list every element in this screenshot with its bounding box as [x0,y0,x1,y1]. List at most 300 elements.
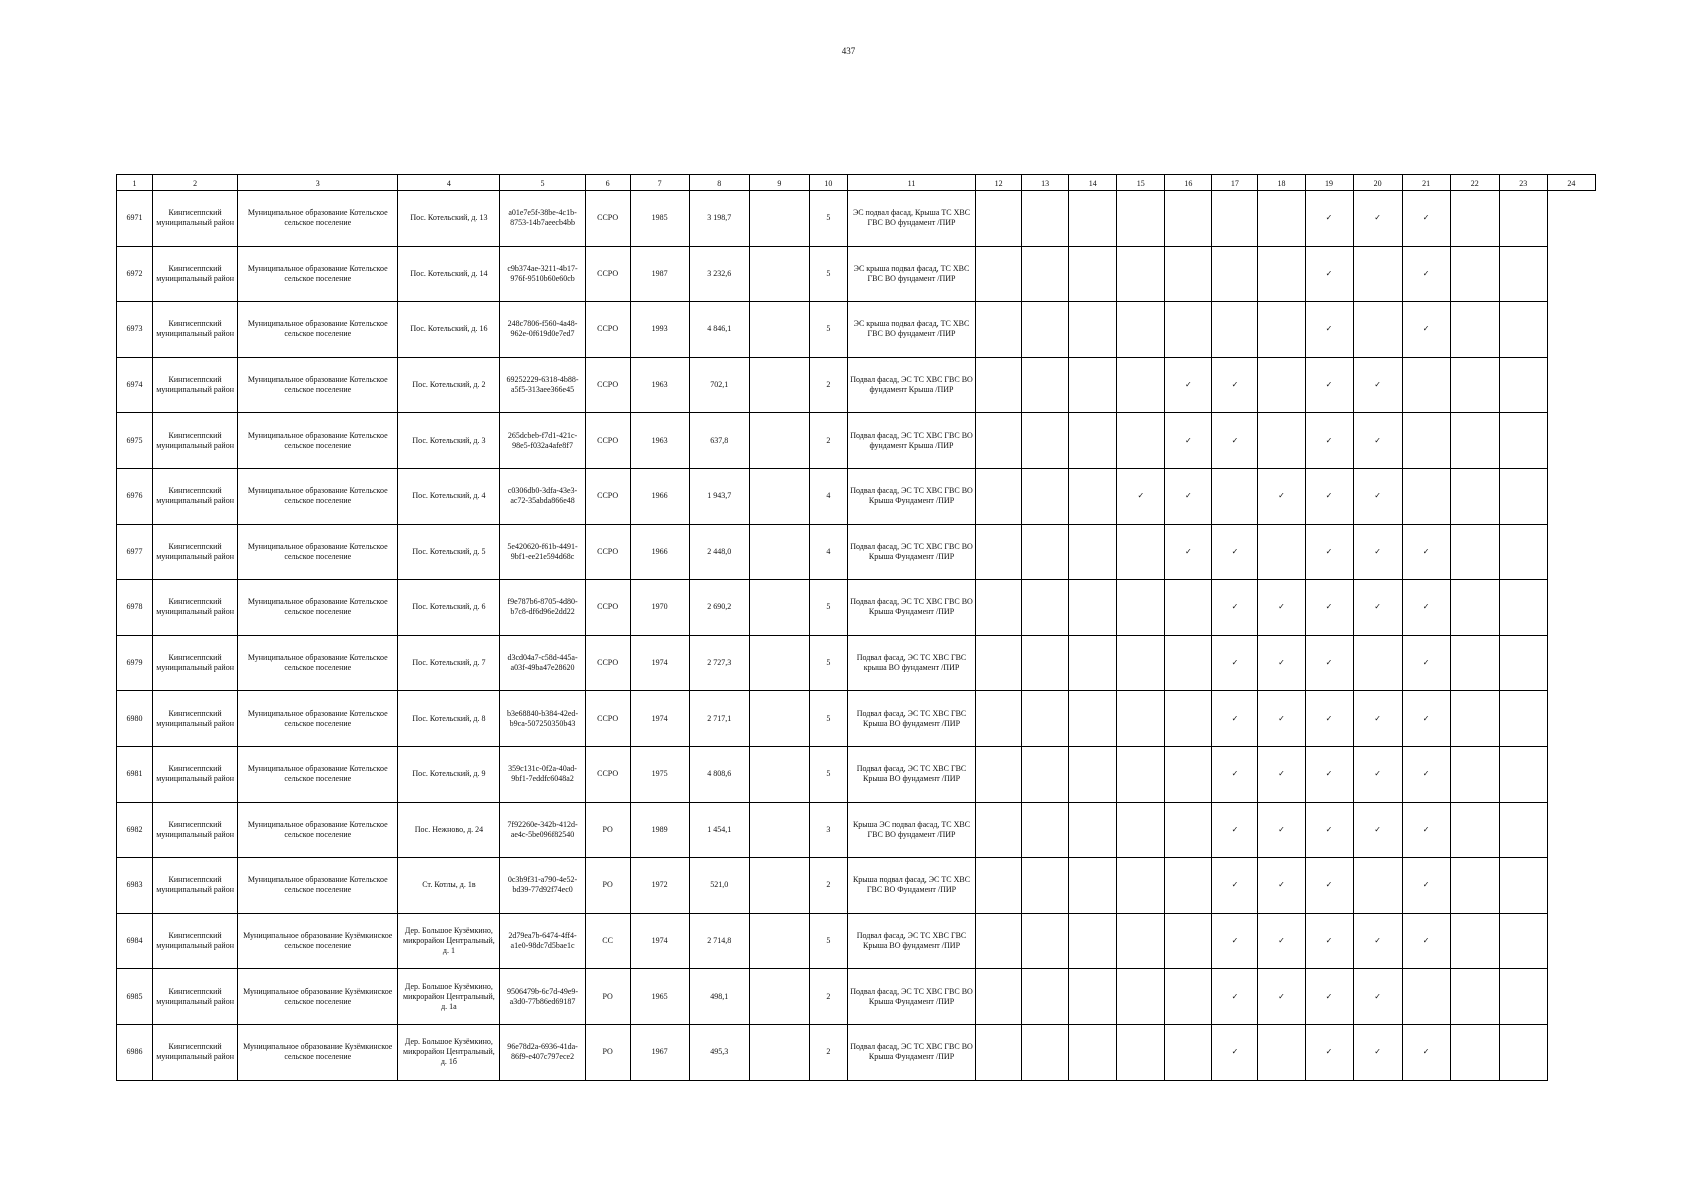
year-cell: 1963 [630,357,689,413]
check-cell-18 [1258,246,1305,302]
check-cell-14 [1069,413,1117,469]
municipality-cell: Муниципальное образование Котельское сельское поселение [238,858,398,914]
row-number: 6983 [117,858,153,914]
works-cell: Подвал фасад, ЭС ТС ХВС ГВС ВО Крыша Фундамент /ПИР [847,524,975,580]
floors-cell: 5 [809,246,847,302]
col9-cell [749,191,809,247]
table-row [117,468,1596,524]
check-cell-21 [1402,969,1450,1025]
column-header-21: 21 [1402,175,1450,191]
check-cell-16 [1165,580,1212,636]
works-cell: Крыша ЭС подвал фасад, ТС ХВС ГВС ВО фундамент /ПИР [847,802,975,858]
check-cell-22 [1450,913,1499,969]
code-cell: c9b374ae-3211-4b17-976f-9510b60e60cb [500,246,585,302]
table-row [117,191,1596,247]
works-cell: Подвал фасад, ЭС ТС ХВС ГВС ВО фундамент Крыша /ПИР [847,357,975,413]
municipality-cell: Муниципальное образование Котельское сельское поселение [238,746,398,802]
table-row [117,357,1596,413]
check-cell-13 [1022,691,1069,747]
check-cell-23 [1499,357,1547,413]
table-row [117,802,1596,858]
check-cell-18: ✓ [1258,802,1305,858]
table-row [117,913,1596,969]
check-cell-14 [1069,302,1117,358]
floors-cell: 2 [809,969,847,1025]
works-cell: Подвал фасад, ЭС ТС ХВС ГВС ВО Крыша Фундамент /ПИР [847,1024,975,1080]
check-cell-12 [976,302,1022,358]
column-header-17: 17 [1212,175,1258,191]
code-cell: 359c131c-0f2a-40ad-9bf1-7eddfc6048a2 [500,746,585,802]
col9-cell [749,913,809,969]
check-cell-20 [1353,302,1402,358]
district-cell: Кингисеппский муниципальный район [153,246,238,302]
address-cell: Пос. Котельский, д. 7 [398,635,500,691]
check-cell-12 [976,969,1022,1025]
column-header-8: 8 [689,175,749,191]
check-cell-14 [1069,913,1117,969]
check-cell-17: ✓ [1212,691,1258,747]
check-cell-12 [976,580,1022,636]
check-cell-19: ✓ [1305,746,1353,802]
works-cell: Подвал фасад, ЭС ТС ХВС ГВС ВО Крыша Фундамент /ПИР [847,580,975,636]
area-cell: 2 717,1 [689,691,749,747]
check-cell-17: ✓ [1212,913,1258,969]
check-cell-17: ✓ [1212,357,1258,413]
check-cell-18: ✓ [1258,635,1305,691]
row-number: 6984 [117,913,153,969]
area-cell: 1 943,7 [689,468,749,524]
type-cell: ССРО [585,580,630,636]
check-cell-13 [1022,524,1069,580]
check-cell-18 [1258,1024,1305,1080]
address-cell: Ст. Котлы, д. 1в [398,858,500,914]
header-row [117,175,1596,191]
area-cell: 3 232,6 [689,246,749,302]
check-cell-13 [1022,302,1069,358]
check-cell-20: ✓ [1353,413,1402,469]
floors-cell: 2 [809,357,847,413]
check-cell-22 [1450,691,1499,747]
floors-cell: 5 [809,913,847,969]
check-cell-15 [1117,413,1165,469]
type-cell: ССРО [585,524,630,580]
check-cell-22 [1450,357,1499,413]
floors-cell: 2 [809,413,847,469]
code-cell: d3cd04a7-c58d-445a-a03f-49ba47e28620 [500,635,585,691]
check-cell-14 [1069,858,1117,914]
year-cell: 1993 [630,302,689,358]
check-cell-22 [1450,302,1499,358]
check-cell-17 [1212,246,1258,302]
check-cell-15 [1117,1024,1165,1080]
address-cell: Пос. Котельский, д. 2 [398,357,500,413]
works-cell: Подвал фасад, ЭС ТС ХВС ГВС ВО Крыша Фундамент /ПИР [847,969,975,1025]
district-cell: Кингисеппский муниципальный район [153,191,238,247]
address-cell: Дер. Большое Кузёмкино, микрорайон Центральный, д. 1а [398,969,500,1025]
check-cell-23 [1499,1024,1547,1080]
check-cell-18: ✓ [1258,468,1305,524]
check-cell-19: ✓ [1305,524,1353,580]
address-cell: Пос. Котельский, д. 14 [398,246,500,302]
check-cell-21 [1402,357,1450,413]
check-cell-19: ✓ [1305,1024,1353,1080]
district-cell: Кингисеппский муниципальный район [153,413,238,469]
table-row [117,1024,1596,1080]
col9-cell [749,580,809,636]
check-cell-12 [976,635,1022,691]
check-cell-22 [1450,969,1499,1025]
check-cell-19: ✓ [1305,357,1353,413]
year-cell: 1970 [630,580,689,636]
column-header-13: 13 [1022,175,1069,191]
column-header-18: 18 [1258,175,1305,191]
district-cell: Кингисеппский муниципальный район [153,635,238,691]
year-cell: 1989 [630,802,689,858]
code-cell: 5e420620-f61b-4491-9bf1-ee21e594d68c [500,524,585,580]
check-cell-20: ✓ [1353,357,1402,413]
check-cell-23 [1499,746,1547,802]
address-cell: Пос. Котельский, д. 4 [398,468,500,524]
address-cell: Пос. Котельский, д. 13 [398,191,500,247]
table-row [117,302,1596,358]
check-cell-19: ✓ [1305,635,1353,691]
code-cell: 9506479b-6c7d-49e9-a3d0-77b86ed69187 [500,969,585,1025]
check-cell-16: ✓ [1165,524,1212,580]
check-cell-14 [1069,246,1117,302]
col9-cell [749,468,809,524]
check-cell-14 [1069,1024,1117,1080]
type-cell: РО [585,969,630,1025]
check-cell-14 [1069,191,1117,247]
check-cell-22 [1450,524,1499,580]
check-cell-23 [1499,858,1547,914]
check-cell-12 [976,746,1022,802]
address-cell: Дер. Большое Кузёмкино, микрорайон Центральный, д. 1 [398,913,500,969]
address-cell: Пос. Котельский, д. 3 [398,413,500,469]
check-cell-14 [1069,746,1117,802]
check-cell-22 [1450,191,1499,247]
area-cell: 637,8 [689,413,749,469]
code-cell: f9e787b6-8705-4d80-b7c8-df6d96e2dd22 [500,580,585,636]
check-cell-21: ✓ [1402,524,1450,580]
check-cell-16 [1165,635,1212,691]
check-cell-16: ✓ [1165,357,1212,413]
column-header-19: 19 [1305,175,1353,191]
check-cell-13 [1022,580,1069,636]
area-cell: 2 714,8 [689,913,749,969]
row-number: 6986 [117,1024,153,1080]
check-cell-15 [1117,580,1165,636]
check-cell-20: ✓ [1353,691,1402,747]
year-cell: 1987 [630,246,689,302]
check-cell-19: ✓ [1305,302,1353,358]
check-cell-13 [1022,468,1069,524]
check-cell-12 [976,691,1022,747]
check-cell-22 [1450,802,1499,858]
code-cell: b3e68840-b384-42ed-b9ca-507250350b43 [500,691,585,747]
check-cell-14 [1069,524,1117,580]
check-cell-15 [1117,746,1165,802]
row-number: 6981 [117,746,153,802]
check-cell-21 [1402,413,1450,469]
column-header-9: 9 [749,175,809,191]
check-cell-18 [1258,302,1305,358]
check-cell-19: ✓ [1305,246,1353,302]
code-cell: 265dcbeb-f7d1-421c-98e5-f032a4afe8f7 [500,413,585,469]
check-cell-19: ✓ [1305,413,1353,469]
check-cell-20: ✓ [1353,969,1402,1025]
check-cell-21 [1402,468,1450,524]
code-cell: 2d79ea7b-6474-4ff4-a1e0-98dc7d5bae1c [500,913,585,969]
check-cell-15 [1117,302,1165,358]
floors-cell: 4 [809,524,847,580]
check-cell-23 [1499,191,1547,247]
check-cell-14 [1069,969,1117,1025]
check-cell-19: ✓ [1305,580,1353,636]
check-cell-13 [1022,913,1069,969]
area-cell: 2 448,0 [689,524,749,580]
row-number: 6974 [117,357,153,413]
column-header-24: 24 [1547,175,1595,191]
check-cell-23 [1499,413,1547,469]
column-header-20: 20 [1353,175,1402,191]
municipality-cell: Муниципальное образование Кузёмкинское сельское поселение [238,969,398,1025]
check-cell-17 [1212,191,1258,247]
column-header-12: 12 [976,175,1022,191]
row-number: 6977 [117,524,153,580]
address-cell: Пос. Котельский, д. 5 [398,524,500,580]
check-cell-12 [976,357,1022,413]
municipality-cell: Муниципальное образование Котельское сельское поселение [238,191,398,247]
works-cell: Крыша подвал фасад, ЭС ТС ХВС ГВС ВО Фундамент /ПИР [847,858,975,914]
check-cell-21: ✓ [1402,302,1450,358]
check-cell-13 [1022,413,1069,469]
column-header-5: 5 [500,175,585,191]
check-cell-16 [1165,746,1212,802]
row-number: 6978 [117,580,153,636]
works-cell: Подвал фасад, ЭС ТС ХВС ГВС Крыша ВО фундамент /ПИР [847,746,975,802]
municipality-cell: Муниципальное образование Котельское сельское поселение [238,302,398,358]
address-cell: Пос. Котельский, д. 16 [398,302,500,358]
check-cell-12 [976,468,1022,524]
floors-cell: 5 [809,691,847,747]
type-cell: ССРО [585,302,630,358]
check-cell-14 [1069,468,1117,524]
check-cell-18: ✓ [1258,913,1305,969]
type-cell: РО [585,858,630,914]
check-cell-15 [1117,246,1165,302]
check-cell-23 [1499,580,1547,636]
year-cell: 1966 [630,468,689,524]
table-row [117,580,1596,636]
page-number: 437 [841,46,856,56]
code-cell: 248c7806-f560-4a48-962e-0f619d0e7ed7 [500,302,585,358]
municipality-cell: Муниципальное образование Котельское сельское поселение [238,691,398,747]
type-cell: ССРО [585,468,630,524]
check-cell-18 [1258,524,1305,580]
check-cell-21: ✓ [1402,691,1450,747]
check-cell-22 [1450,246,1499,302]
type-cell: РО [585,1024,630,1080]
floors-cell: 5 [809,302,847,358]
check-cell-16: ✓ [1165,413,1212,469]
check-cell-21: ✓ [1402,913,1450,969]
check-cell-22 [1450,413,1499,469]
row-number: 6985 [117,969,153,1025]
code-cell: a01e7e5f-38be-4c1b-8753-14b7aeecb4bb [500,191,585,247]
address-cell: Пос. Нежново, д. 24 [398,802,500,858]
type-cell: ССРО [585,357,630,413]
district-cell: Кингисеппский муниципальный район [153,524,238,580]
year-cell: 1985 [630,191,689,247]
check-cell-13 [1022,802,1069,858]
check-cell-17: ✓ [1212,413,1258,469]
column-header-6: 6 [585,175,630,191]
column-header-1: 1 [117,175,153,191]
column-header-14: 14 [1069,175,1117,191]
works-cell: Подвал фасад, ЭС ТС ХВС ГВС Крыша ВО фундамент /ПИР [847,691,975,747]
check-cell-14 [1069,802,1117,858]
floors-cell: 2 [809,858,847,914]
check-cell-13 [1022,246,1069,302]
check-cell-12 [976,524,1022,580]
floors-cell: 5 [809,746,847,802]
check-cell-15 [1117,635,1165,691]
check-cell-17: ✓ [1212,746,1258,802]
municipality-cell: Муниципальное образование Котельское сельское поселение [238,413,398,469]
area-cell: 4 808,6 [689,746,749,802]
check-cell-13 [1022,969,1069,1025]
col9-cell [749,635,809,691]
check-cell-16 [1165,302,1212,358]
works-cell: ЭС крыша подвал фасад, ТС ХВС ГВС ВО фундамент /ПИР [847,246,975,302]
check-cell-23 [1499,524,1547,580]
code-cell: c0306db0-3dfa-43e3-ac72-35abda866e48 [500,468,585,524]
check-cell-23 [1499,468,1547,524]
check-cell-20 [1353,635,1402,691]
check-cell-20 [1353,246,1402,302]
check-cell-16 [1165,1024,1212,1080]
year-cell: 1972 [630,858,689,914]
check-cell-16 [1165,691,1212,747]
check-cell-16 [1165,969,1212,1025]
column-header-15: 15 [1117,175,1165,191]
check-cell-19: ✓ [1305,691,1353,747]
year-cell: 1974 [630,635,689,691]
col9-cell [749,1024,809,1080]
check-cell-15 [1117,691,1165,747]
district-cell: Кингисеппский муниципальный район [153,691,238,747]
check-cell-17: ✓ [1212,858,1258,914]
col9-cell [749,357,809,413]
year-cell: 1966 [630,524,689,580]
municipality-cell: Муниципальное образование Кузёмкинское сельское поселение [238,913,398,969]
district-cell: Кингисеппский муниципальный район [153,858,238,914]
district-cell: Кингисеппский муниципальный район [153,1024,238,1080]
check-cell-17: ✓ [1212,969,1258,1025]
check-cell-15 [1117,969,1165,1025]
check-cell-19: ✓ [1305,858,1353,914]
col9-cell [749,302,809,358]
row-number: 6979 [117,635,153,691]
check-cell-23 [1499,691,1547,747]
row-number: 6980 [117,691,153,747]
check-cell-20: ✓ [1353,524,1402,580]
area-cell: 495,3 [689,1024,749,1080]
check-cell-17: ✓ [1212,1024,1258,1080]
check-cell-17 [1212,468,1258,524]
check-cell-13 [1022,191,1069,247]
address-cell: Пос. Котельский, д. 9 [398,746,500,802]
column-header-23: 23 [1499,175,1547,191]
check-cell-12 [976,858,1022,914]
check-cell-13 [1022,357,1069,413]
check-cell-13 [1022,858,1069,914]
check-cell-15 [1117,802,1165,858]
check-cell-21: ✓ [1402,802,1450,858]
col9-cell [749,691,809,747]
code-cell: 0c3b9f31-a790-4e52-bd39-77d92f74ec0 [500,858,585,914]
check-cell-23 [1499,802,1547,858]
check-cell-19: ✓ [1305,191,1353,247]
column-header-2: 2 [153,175,238,191]
check-cell-23 [1499,246,1547,302]
column-header-16: 16 [1165,175,1212,191]
floors-cell: 5 [809,635,847,691]
check-cell-19: ✓ [1305,802,1353,858]
floors-cell: 3 [809,802,847,858]
works-cell: ЭС подвал фасад, Крыша ТС ХВС ГВС ВО фундамент /ПИР [847,191,975,247]
year-cell: 1965 [630,969,689,1025]
column-header-22: 22 [1450,175,1499,191]
check-cell-22 [1450,635,1499,691]
check-cell-22 [1450,746,1499,802]
address-cell: Дер. Большое Кузёмкино, микрорайон Центральный, д. 1б [398,1024,500,1080]
area-cell: 4 846,1 [689,302,749,358]
district-cell: Кингисеппский муниципальный район [153,468,238,524]
row-number: 6975 [117,413,153,469]
check-cell-20: ✓ [1353,746,1402,802]
row-number: 6976 [117,468,153,524]
check-cell-18 [1258,191,1305,247]
area-cell: 2 727,3 [689,635,749,691]
area-cell: 3 198,7 [689,191,749,247]
code-cell: 69252229-6318-4b88-a5f5-313aee366e45 [500,357,585,413]
check-cell-21: ✓ [1402,1024,1450,1080]
district-cell: Кингисеппский муниципальный район [153,302,238,358]
check-cell-18 [1258,413,1305,469]
check-cell-15 [1117,191,1165,247]
check-cell-12 [976,191,1022,247]
check-cell-20: ✓ [1353,191,1402,247]
year-cell: 1974 [630,913,689,969]
check-cell-15: ✓ [1117,468,1165,524]
works-cell: Подвал фасад, ЭС ТС ХВС ГВС крыша ВО фундамент /ПИР [847,635,975,691]
code-cell: 96e78d2a-6936-41da-86f9-e407c797ece2 [500,1024,585,1080]
works-cell: Подвал фасад, ЭС ТС ХВС ГВС Крыша ВО фундамент /ПИР [847,913,975,969]
check-cell-12 [976,413,1022,469]
check-cell-16 [1165,913,1212,969]
col9-cell [749,246,809,302]
check-cell-18: ✓ [1258,858,1305,914]
floors-cell: 5 [809,191,847,247]
year-cell: 1974 [630,691,689,747]
register-table [116,174,1596,1081]
check-cell-13 [1022,635,1069,691]
check-cell-23 [1499,635,1547,691]
municipality-cell: Муниципальное образование Котельское сельское поселение [238,802,398,858]
check-cell-22 [1450,858,1499,914]
